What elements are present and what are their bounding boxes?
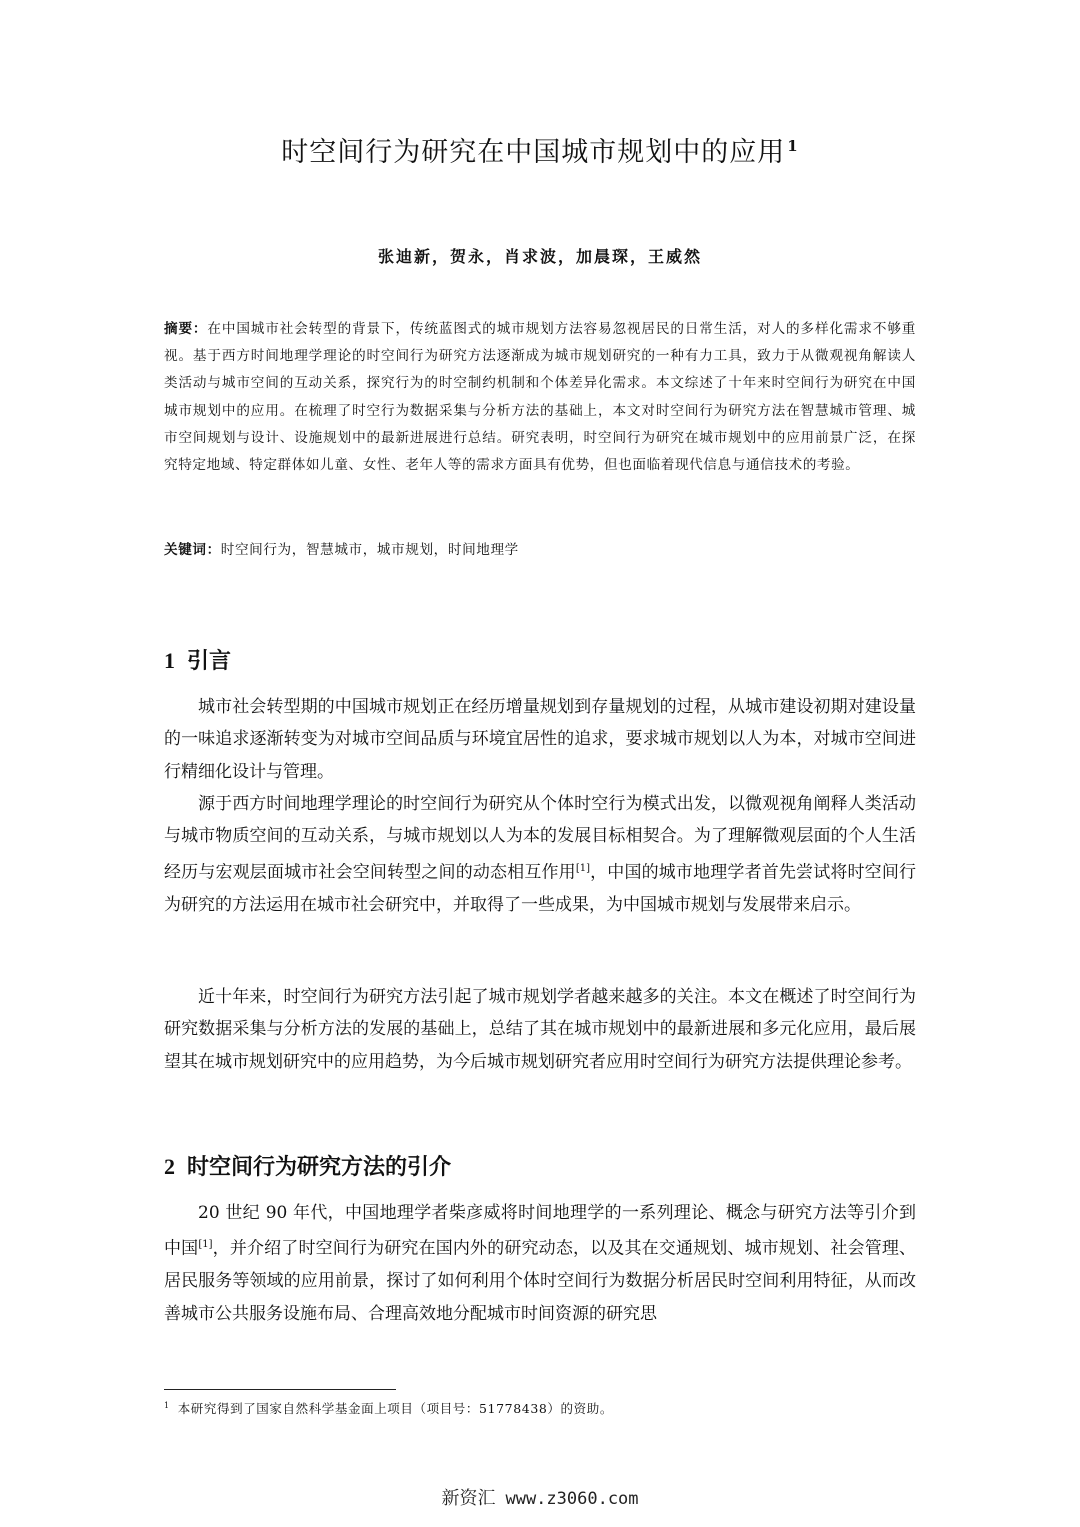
citation-1: [1] [575,862,590,874]
watermark-url: www.z3060.com [505,1489,639,1509]
section-1-number: 1 [164,648,175,673]
section-2-title: 时空间行为研究方法的引介 [187,1155,452,1180]
paper-title-text: 时空间行为研究在中国城市规划中的应用 [281,137,786,168]
footnote [164,1396,916,1419]
footnote-text: 本研究得到了国家自然科学基金面上项目（项目号：51778438）的资助。 [177,1401,613,1417]
section-1-paragraph-1: 城市社会转型期的中国城市规划正在经历增量规划到存量规划的过程，从城市建设初期对建设量的一味追求逐渐转变为对城市空间品质与环境宜居性的追求，要求城市规划以人为本，对城市空间进行精细化设计与管理。 [164,697,916,782]
abstract-text: 在中国城市社会转型的背景下，传统蓝图式的城市规划方法容易忽视居民的日常生活，对人的多样化需求不够重视。基于西方时间地理学理论的时空间行为研究方法逐渐成为城市规划研究的一种有力工具，致力于从微观视角解读人类活动与城市空间的互动关系，探究行为的时空制约机制和个体差异化需求。本文综述了十年来时空间行为研究在中国城市规划中的应用。在梳理了时空行为数据采集与分析方法的基础上，本文对时空间行为研究方法在智慧城市管理、城市空间规划与设计、设施规划中的最新进展进行总结。研究表明，时空间行为研究在城市规划中的应用前景广泛，在探究特定地域、特定群体如儿童、女性、老年人等的需求方面具有优势，但也面临着现代信息与通信技术的考验。 [164,321,916,474]
abstract [164,316,916,479]
section-1-paragraph-2-part-2: ，中国的城市地理学者首先尝试将时空间行为研究的方法运用在城市社会研究中，并取得了一些成果，为中国城市规划与发展带来启示。 [164,862,917,915]
abstract-label: 摘要： [164,321,208,337]
section-2-heading [164,1150,916,1181]
section-2-number: 2 [164,1154,175,1179]
keywords [164,538,916,562]
section-1-heading [164,644,916,675]
title-footnote-mark: 1 [787,137,799,155]
section-1-paragraph-2-part-1: 源于西方时间地理学理论的时空间行为研究从个体时空行为模式出发，以微观视角阐释人类活动与城市物质空间的互动关系，与城市规划以人为本的发展目标相契合。为了理解微观层面的个人生活经历与宏观层面城市社会空间转型之间的动态相互作用 [164,794,916,883]
section-2-paragraph-1-part-2: ，并介绍了时空间行为研究在国内外的研究动态，以及其在交通规划、城市规划、社会管理、居民服务等领域的应用前景，探讨了如何利用个体时空间行为数据分析居民时空间利用特征，从而改善城市公共服务设施布局、合理高效地分配城市时间资源的研究思 [164,1238,917,1324]
section-2-paragraph-1 [164,1197,916,1330]
footnote-mark: 1 [164,1401,170,1410]
section-1-title: 引言 [187,649,232,674]
watermark [0,1484,1080,1510]
citation-1-second: [1] [198,1239,213,1251]
footnote-divider [164,1389,396,1390]
author-list: 张迪新，贺永，肖求波，加晨琛，王威然 [377,247,702,266]
keywords-text: 时空间行为，智慧城市，城市规划，时间地理学 [220,542,519,558]
paper-title [0,130,1080,169]
keywords-label: 关键词： [164,542,221,558]
section-2-paragraph-1-part-1: 20 世纪 90 年代，中国地理学者柴彦威将时间地理学的一系列理论、概念与研究方法等引介到中国 [164,1203,916,1259]
watermark-brand: 新资汇 [441,1488,496,1509]
section-1-paragraph-3: 近十年来，时空间行为研究方法引起了城市规划学者越来越多的关注。本文在概述了时空间行为研究数据采集与分析方法的发展的基础上，总结了其在城市规划中的最新进展和多元化应用，最后展望其在城市规划研究中的应用趋势，为今后城市规划研究者应用时空间行为研究方法提供理论参考。 [164,987,916,1072]
section-1-paragraph-2 [164,788,916,921]
